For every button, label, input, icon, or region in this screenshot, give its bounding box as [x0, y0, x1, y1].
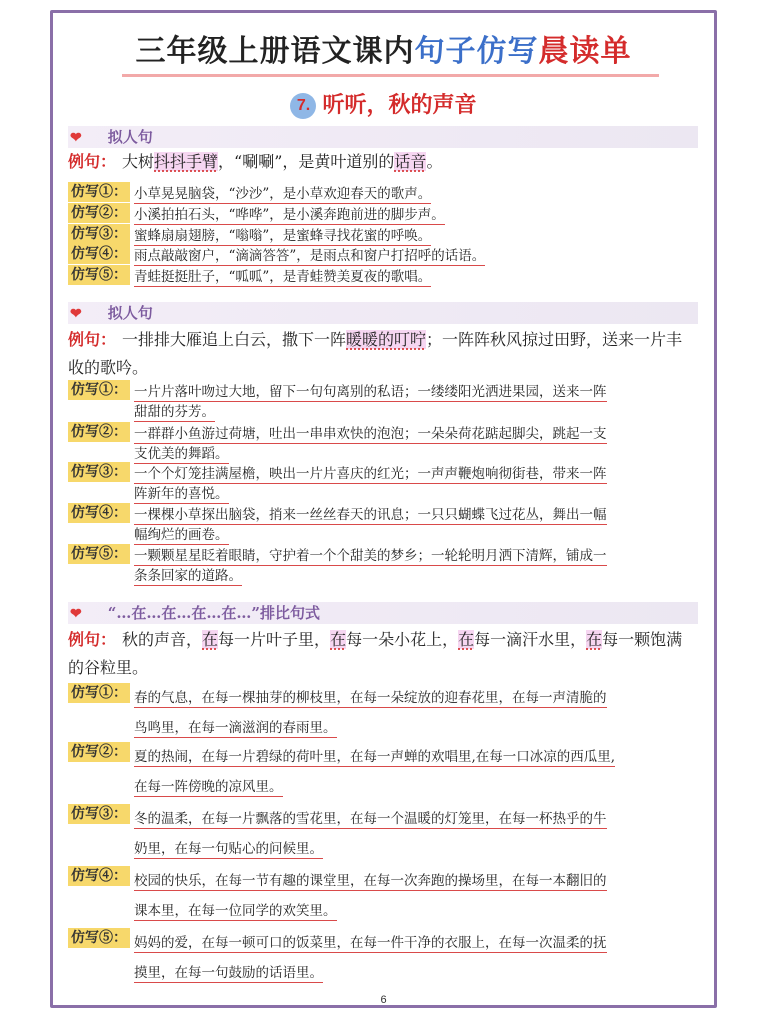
example-text: 秋的声音， [122, 630, 203, 649]
section-heading-text: 拟人句 [107, 304, 153, 322]
imitation-text-line2: 在每一阵傍晚的凉风里。 [134, 779, 283, 795]
example-highlight: 在 [202, 630, 219, 649]
lesson-number-badge: 7. [290, 93, 316, 119]
lesson-name: 听听，秋的声音 [322, 92, 477, 118]
title-black: 三年级上册语文课内 [135, 34, 415, 69]
imitation-tag: 仿写③： [68, 804, 130, 824]
imitation-text-line2: 课本里，在每一位同学的欢笑里。 [134, 903, 337, 919]
example-text: 每一滴汗水里， [474, 630, 587, 649]
section-heading [68, 126, 698, 148]
example-highlight: 抖抖手臂 [154, 152, 219, 171]
imitation-text: 雨点敲敲窗户，“滴滴答答”，是雨点和窗户打招呼的话语。 [134, 248, 486, 264]
imitation-text: 青蛙挺挺肚子，“呱呱”，是青蛙赞美夏夜的歌唱。 [134, 269, 432, 285]
imitation-tag: 仿写②： [68, 742, 130, 762]
page-title [50, 26, 717, 70]
title-divider [122, 74, 659, 77]
imitation-tag: 仿写⑤： [68, 544, 130, 564]
example-text: ；一阵阵秋风掠过田野，送来一片丰收的歌吟。 [68, 330, 683, 377]
example-text: 每一颗饱满的谷粒里。 [68, 630, 683, 677]
heart-icon: ❤ [70, 606, 82, 622]
example-highlight: 暖暖的叮咛 [346, 330, 427, 349]
imitation-text-line2: 条条回家的道路。 [134, 568, 242, 584]
example-text: 。 [426, 152, 443, 171]
imitation-text-line1: 校园的快乐，在每一节有趣的课堂里，在每一次奔跑的操场里，在每一本翻旧的 [134, 873, 607, 889]
imitation-tag: 仿写①： [68, 380, 130, 400]
imitation-text: 蜜蜂扇扇翅膀，“嗡嗡”，是蜜蜂寻找花蜜的呼唤。 [134, 228, 432, 244]
imitation-text-line1: 一棵棵小草探出脑袋，捎来一丝丝春天的讯息；一只只蝴蝶飞过花丛，舞出一幅 [134, 507, 607, 523]
example-highlight: 话音 [394, 152, 427, 171]
example-text: 每一朵小花上， [346, 630, 459, 649]
imitation-text: 小溪拍拍石头，“哗哗”，是小溪奔跑前进的脚步声。 [134, 207, 445, 223]
example-highlight: 在 [458, 630, 475, 649]
title-blue: 句子仿写 [414, 34, 539, 69]
imitation-text-line2: 支优美的舞蹈。 [134, 446, 229, 462]
example-text: 大树 [122, 152, 155, 171]
imitation-tag: 仿写⑤： [68, 265, 130, 285]
imitation-text-line1: 一个个灯笼挂满屋檐，映出一片片喜庆的红光；一声声鞭炮响彻街巷，带来一阵 [134, 466, 607, 482]
imitation-tag: 仿写④： [68, 244, 130, 264]
imitation-tag: 仿写①： [68, 683, 130, 703]
section-heading [68, 602, 698, 624]
imitation-text-line1: 妈妈的爱，在每一顿可口的饭菜里，在每一件干净的衣服上，在每一次温柔的抚 [134, 935, 607, 951]
page-number: 6 [380, 994, 387, 1006]
imitation-tag: 仿写③： [68, 224, 130, 244]
imitation-tag: 仿写②： [68, 422, 130, 442]
imitation-row [68, 503, 698, 543]
example-text: 一排排大雁追上白云，撒下一阵 [122, 330, 347, 349]
example-sentence [68, 148, 698, 176]
section-heading-text: 拟人句 [107, 128, 153, 146]
title-red: 晨读单 [538, 34, 632, 69]
imitation-row [68, 866, 698, 918]
imitation-row [68, 928, 698, 980]
imitation-text-line2: 鸟鸣里，在每一滴滋润的春雨里。 [134, 720, 337, 736]
imitation-text-line2: 奶里，在每一句贴心的问候里。 [134, 841, 323, 857]
section-heading [68, 302, 698, 324]
imitation-tag: 仿写③： [68, 462, 130, 482]
example-text: ，“唰唰”，是黄叶道别的 [218, 152, 395, 171]
imitation-tag: 仿写②： [68, 203, 130, 223]
imitation-text-line2: 甜甜的芬芳。 [134, 404, 215, 420]
imitation-text-line1: 夏的热闹，在每一片碧绿的荷叶里，在每一声蝉的欢唱里,在每一口冰凉的西瓜里, [134, 749, 616, 765]
imitation-text-line1: 一颗颗星星眨着眼睛，守护着一个个甜美的梦乡；一轮轮明月洒下清辉，铺成一 [134, 548, 607, 564]
example-label: 例句： [68, 152, 117, 171]
imitation-row [68, 422, 698, 462]
imitation-text-line1: 冬的温柔，在每一片飘落的雪花里，在每一个温暖的灯笼里，在每一杯热乎的牛 [134, 811, 607, 827]
imitation-text-line1: 春的气息，在每一棵抽芽的柳枝里，在每一朵绽放的迎春花里，在每一声清脆的 [134, 690, 607, 706]
example-sentence [68, 626, 698, 682]
example-highlight: 在 [586, 630, 603, 649]
example-sentence [68, 326, 698, 382]
imitation-tag: 仿写⑤： [68, 928, 130, 948]
imitation-text-line2: 幅绚烂的画卷。 [134, 527, 229, 543]
heart-icon: ❤ [70, 130, 82, 146]
imitation-tag: 仿写④： [68, 866, 130, 886]
example-text: 每一片叶子里， [218, 630, 331, 649]
imitation-text: 小草晃晃脑袋，“沙沙”，是小草欢迎春天的歌声。 [134, 186, 432, 202]
imitation-text-line2: 阵新年的喜悦。 [134, 486, 229, 502]
imitation-row [68, 544, 698, 584]
imitation-tag: 仿写④： [68, 503, 130, 523]
section-heading-text: “…在…在…在…在…”排比句式 [107, 604, 320, 622]
example-highlight: 在 [330, 630, 347, 649]
imitation-tag: 仿写①： [68, 182, 130, 202]
example-label: 例句： [68, 630, 117, 649]
imitation-row [68, 742, 698, 794]
imitation-row [68, 804, 698, 856]
imitation-row [68, 462, 698, 502]
imitation-row [68, 380, 698, 420]
imitation-text-line1: 一片片落叶吻过大地，留下一句句离别的私语；一缕缕阳光洒进果园，送来一阵 [134, 384, 607, 400]
example-label: 例句： [68, 330, 117, 349]
lesson-heading [50, 88, 717, 119]
imitation-row [68, 683, 698, 735]
imitation-text-line1: 一群群小鱼游过荷塘，吐出一串串欢快的泡泡；一朵朵荷花踮起脚尖，跳起一支 [134, 426, 607, 442]
heart-icon: ❤ [70, 306, 82, 322]
imitation-text-line2: 摸里，在每一句鼓励的话语里。 [134, 965, 323, 981]
